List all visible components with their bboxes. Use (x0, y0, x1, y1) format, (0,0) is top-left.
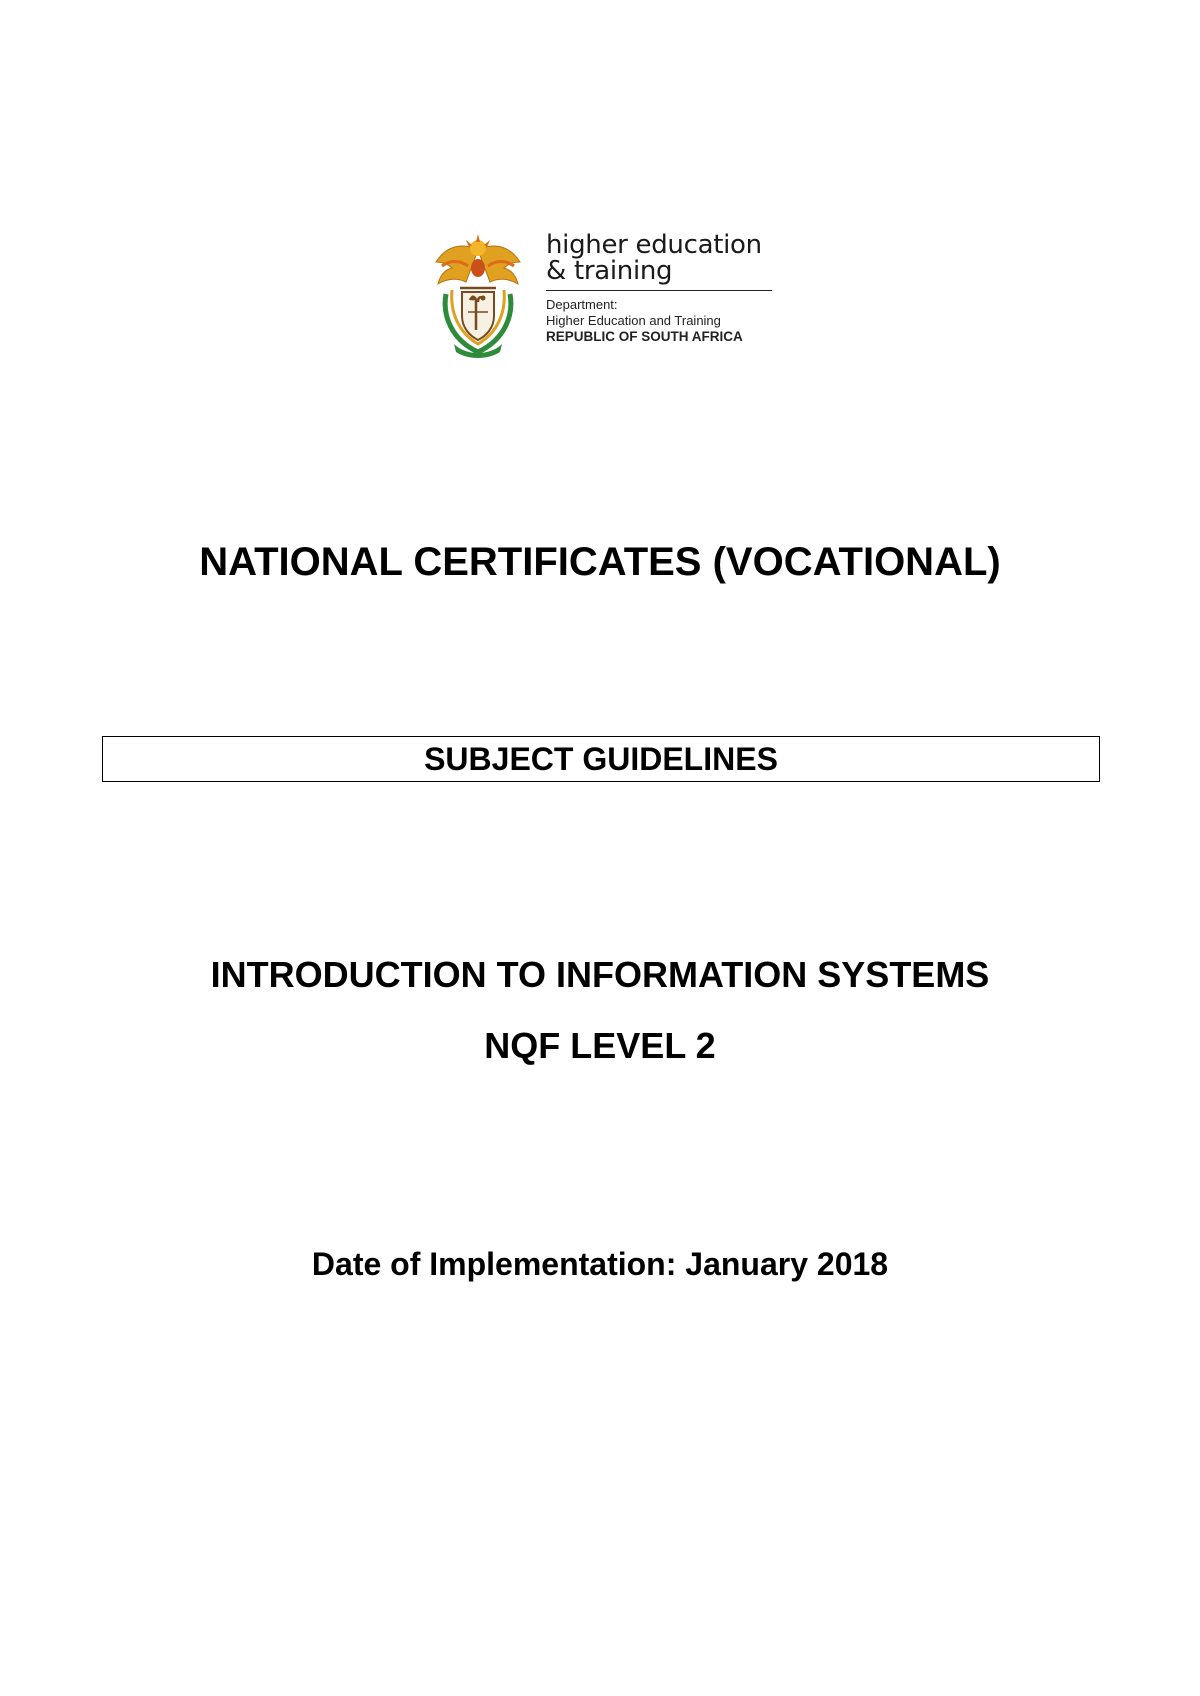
subject-guidelines-label: SUBJECT GUIDELINES (424, 741, 778, 777)
nqf-level: NQF LEVEL 2 (484, 1025, 716, 1066)
department-name: Higher Education and Training (546, 313, 721, 328)
brand-line-2: & training (546, 256, 673, 286)
main-title: NATIONAL CERTIFICATES (VOCATIONAL) (199, 540, 1001, 584)
brand-divider (546, 290, 772, 291)
logo-text-block (546, 232, 772, 345)
subject-title: INTRODUCTION TO INFORMATION SYSTEMS (210, 954, 990, 995)
department-label: Department: (546, 297, 618, 312)
brand-line-1: higher education (546, 230, 762, 260)
implementation-date: Date of Implementation: January 2018 (311, 1246, 889, 1282)
coat-of-arms-icon (432, 232, 524, 360)
department-logo (432, 232, 772, 362)
country-name: REPUBLIC OF SOUTH AFRICA (546, 329, 743, 344)
subject-guidelines-box (102, 736, 1100, 782)
